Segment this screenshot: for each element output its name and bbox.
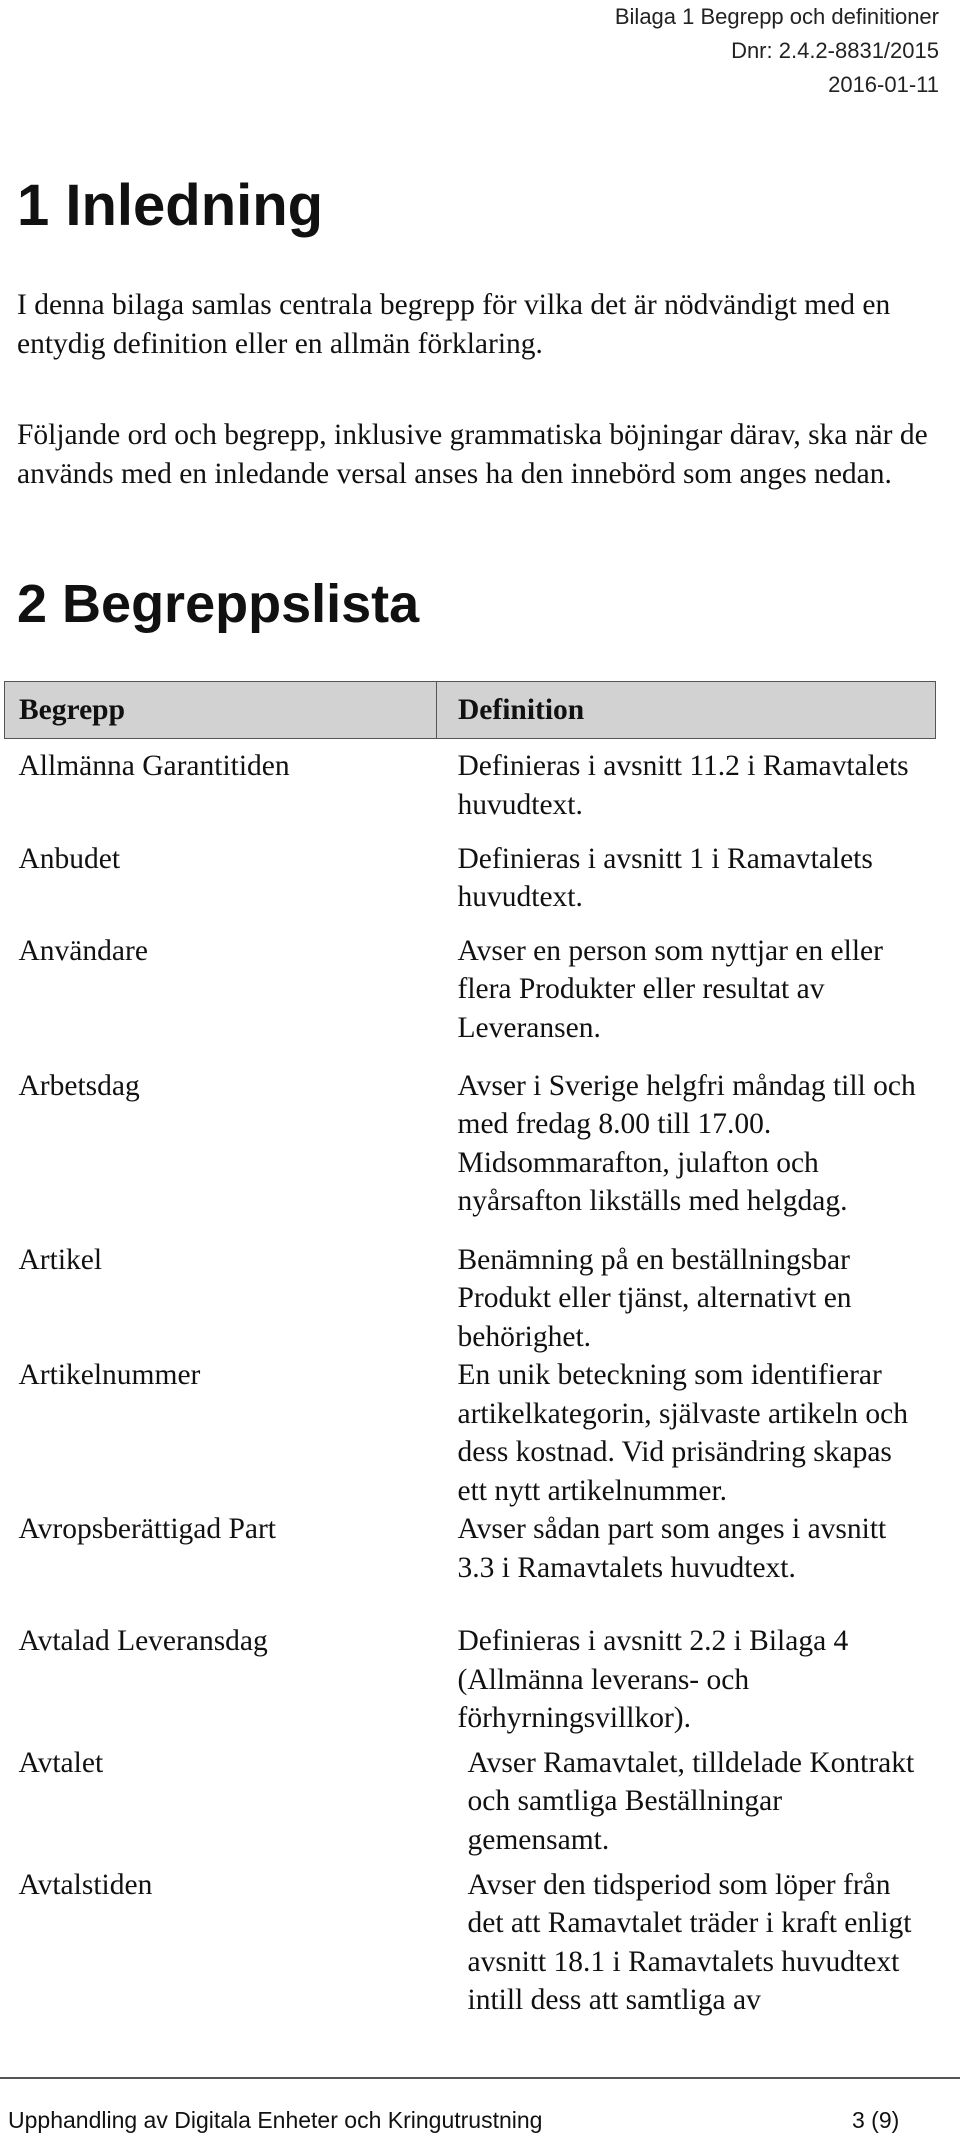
definition-cell: Avser sådan part som anges i avsnitt 3.3 i Ramavtalets huvudtext. — [457, 1513, 887, 1584]
page-number: 3 (9) — [852, 2107, 900, 2133]
table-row — [5, 1356, 936, 1510]
column-header-definition: Definition — [437, 682, 936, 739]
definition-cell: Benämning på en beställningsbar Produkt eller tjänst, alternativt en behörighet. — [457, 1243, 852, 1353]
table-row — [5, 739, 936, 835]
term-cell: Avtalet — [18, 1746, 104, 1779]
definition-cell: Definieras i avsnitt 11.2 i Ramavtalets huvudtext. — [457, 750, 909, 821]
table-row — [5, 1738, 936, 1862]
table-header-row — [5, 682, 936, 739]
column-header-term: Begrepp — [5, 682, 437, 739]
term-cell: Arbetsdag — [18, 1069, 140, 1102]
section-heading-begreppslista: 2 Begreppslista — [17, 574, 420, 634]
table-row — [5, 927, 936, 1062]
definition-cell: Avser en person som nyttjar en eller flera Produkter eller resultat av Leveransen. — [457, 934, 883, 1044]
intro-paragraph: I denna bilaga samlas centrala begrepp för vilka det är nödvändigt med en entydig definition eller en allmän förklaring. — [17, 289, 891, 360]
definition-cell: Avser den tidsperiod som löper från det att Ramavtalet träder i kraft enligt avsnitt 18.1 i Ramavtalets huvudtext intill dess att samtliga av — [467, 1868, 912, 2016]
term-cell: Avtalad Leveransdag — [18, 1625, 268, 1657]
footer-title: Upphandling av Digitala Enheter och Kringutrustning — [8, 2107, 543, 2133]
definition-cell: Definieras i avsnitt 2.2 i Bilaga 4 (Allmänna leverans- och förhyrningsvillkor). — [457, 1625, 849, 1734]
terms-table — [4, 681, 936, 2062]
attachment-title: Bilaga 1 Begrepp och definitioner — [614, 4, 939, 29]
table-row — [5, 1862, 936, 2062]
term-cell: Anbudet — [18, 842, 121, 875]
table-row — [5, 1612, 936, 1738]
page-footer — [0, 2077, 960, 2138]
definition-scope-paragraph: Följande ord och begrepp, inklusive grammatiska böjningar därav, ska när de används med en inledande versal anses ha den innebörd som anges nedan. — [17, 419, 928, 490]
reference-number: Dnr: 2.4.2-8831/2015 — [731, 38, 939, 63]
table-row — [5, 1236, 936, 1357]
table-row — [5, 1062, 936, 1236]
term-cell: Artikelnummer — [18, 1359, 201, 1391]
term-cell: Användare — [18, 934, 148, 967]
term-cell: Avtalstiden — [18, 1868, 153, 1901]
document-header — [615, 0, 939, 102]
table-row — [5, 1510, 936, 1612]
term-cell: Allmänna Garantitiden — [18, 750, 290, 782]
document-date: 2016-01-11 — [828, 72, 939, 97]
section-heading-inledning: 1 Inledning — [17, 173, 324, 238]
term-cell: Avropsberättigad Part — [18, 1513, 277, 1545]
definition-cell: En unik beteckning som identifierar artikelkategorin, självaste artikeln och dess kostnad. Vid prisändring skapas ett nytt artikelnummer. — [457, 1359, 909, 1507]
definition-cell: Avser Ramavtalet, tilldelade Kontrakt och samtliga Beställningar gemensamt. — [467, 1746, 915, 1856]
term-cell: Artikel — [18, 1243, 103, 1276]
definition-cell: Definieras i avsnitt 1 i Ramavtalets huvudtext. — [457, 842, 873, 913]
definition-cell: Avser i Sverige helgfri måndag till och med fredag 8.00 till 17.00. Midsommarafton, julafton och nyårsafton likställs med helgdag. — [457, 1069, 916, 1217]
table-row — [5, 835, 936, 927]
